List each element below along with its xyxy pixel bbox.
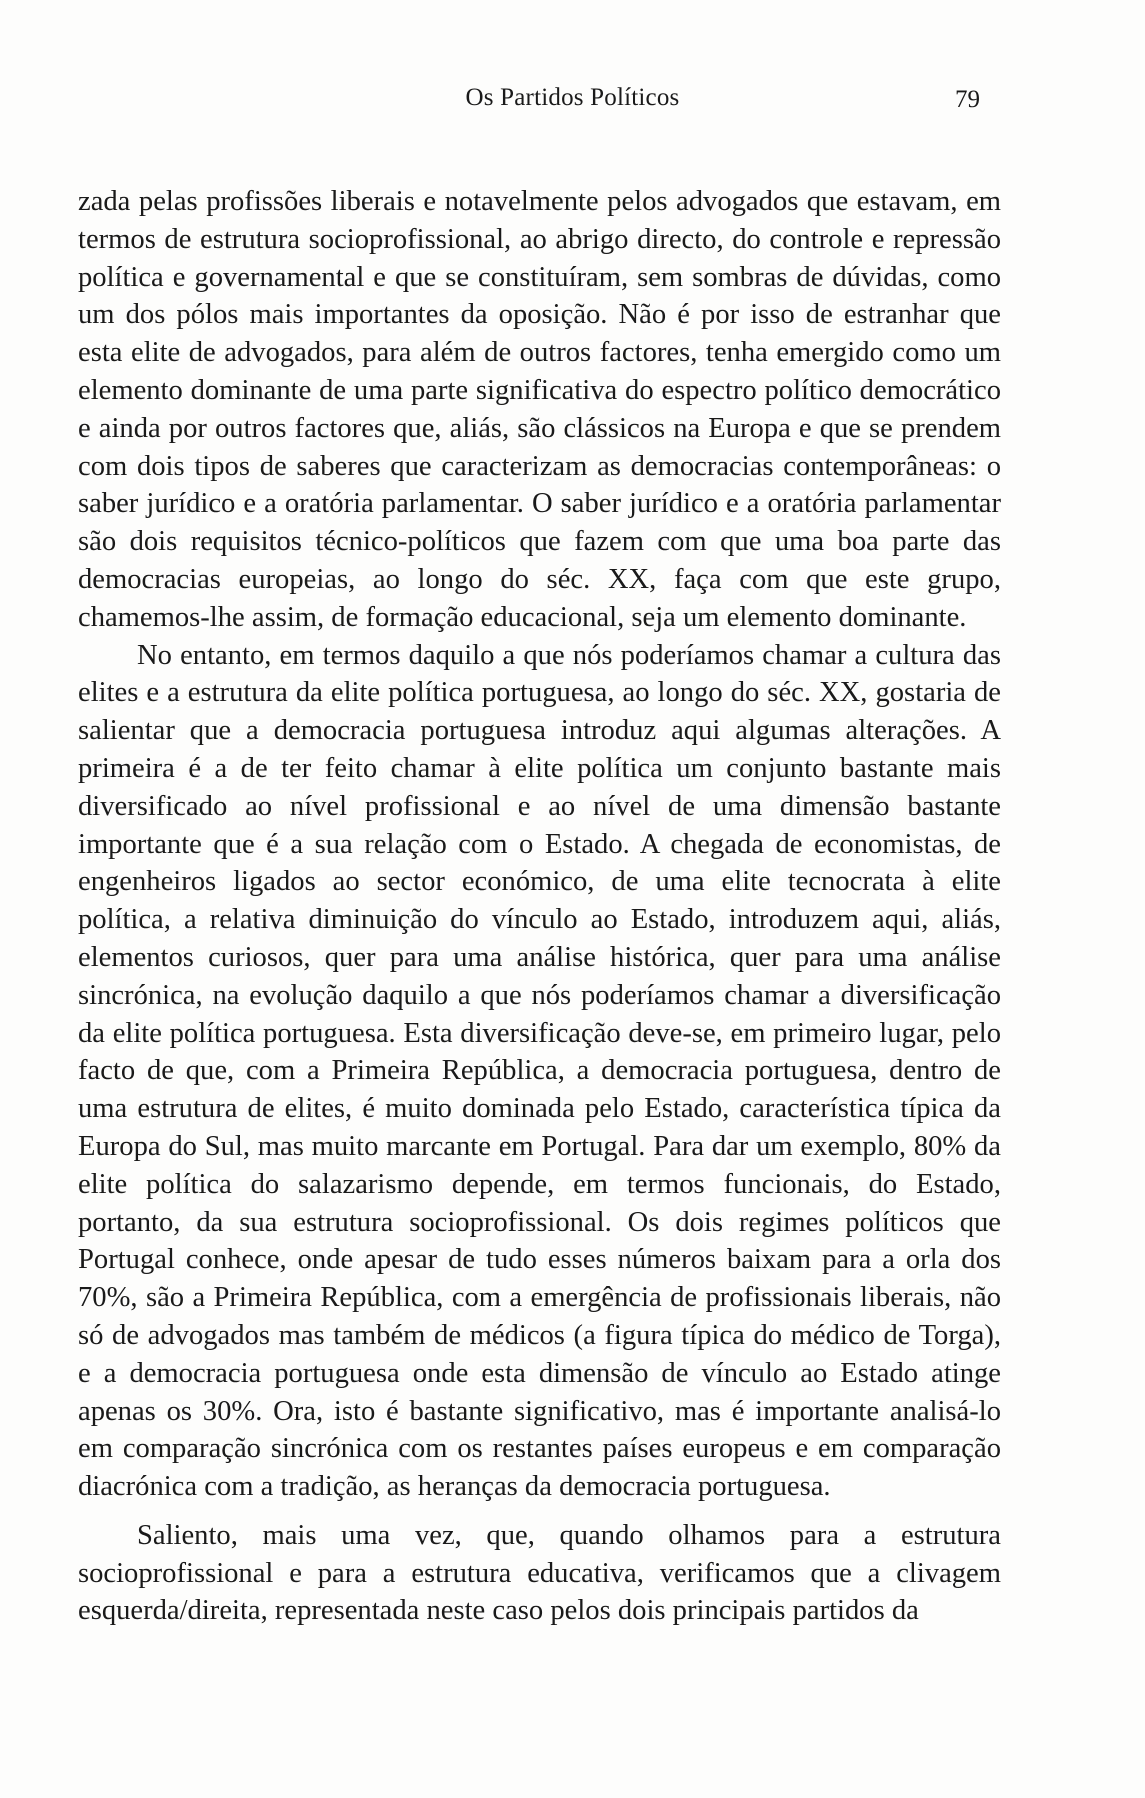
body-text	[78, 183, 1001, 1630]
running-header-title: Os Partidos Políticos	[465, 84, 680, 111]
paragraph-continuation: zada pelas profissões liberais e notavelmente pelos advogados que estavam, em termos de estrutura socioprofissional, ao abrigo directo, do controle e repressão política e governamental e que se constituíram, sem sombras de dúvidas, como um dos pólos mais importantes da oposição. Não é por isso de estranhar que esta elite de advogados, para além de outros factores, tenha emergido como um elemento dominante de uma parte significativa do espectro político democrático e ainda por outros factores que, aliás, são clássicos na Europa e que se prendem com dois tipos de saberes que caracterizam as democracias contemporâneas: o saber jurídico e a oratória parlamentar. O saber jurídico e a oratória parlamentar são dois requisitos técnico-políticos que fazem com que uma boa parte das democracias europeias, ao longo do séc. XX, faça com que este grupo, chamemos-lhe assim, de formação educacional, seja um elemento dominante.	[78, 186, 1001, 633]
page-number: 79	[955, 86, 980, 113]
paragraph: No entanto, em termos daquilo a que nós poderíamos chamar a cultura das elites e a estrutura da elite política portuguesa, ao longo do séc. XX, gostaria de salientar que a democracia portuguesa introduz aqui algumas alterações. A primeira é a de ter feito chamar à elite política um conjunto bastante mais diversificado ao nível profissional e ao nível de uma dimensão bastante importante que é a sua relação com o Estado. A chegada de economistas, de engenheiros ligados ao sector económico, de uma elite tecnocrata à elite política, a relativa diminuição do vínculo ao Estado, introduzem aqui, aliás, elementos curiosos, quer para uma análise histórica, quer para uma análise sincrónica, na evolução daquilo a que nós poderíamos chamar a diversificação da elite política portuguesa. Esta diversificação deve-se, em primeiro lugar, pelo facto de que, com a Primeira República, a democracia portuguesa, dentro de uma estrutura de elites, é muito dominada pelo Estado, característica típica da Europa do Sul, mas muito marcante em Portugal. Para dar um exemplo, 80% da elite política do salazarismo depende, em termos funcionais, do Estado, portanto, da sua estrutura socioprofissional. Os dois regimes políticos que Portugal conhece, onde apesar de tudo esses números baixam para a orla dos 70%, são a Primeira República, com a emergência de profissionais liberais, não só de advogados mas também de médicos (a figura típica do médico de Torga), e a democracia portuguesa onde esta dimensão de vínculo ao Estado atinge apenas os 30%. Ora, isto é bastante significativo, mas é importante analisá-lo em comparação sincrónica com os restantes países europeus e em comparação diacrónica com a tradição, as heranças da democracia portuguesa.	[78, 639, 1001, 1503]
paragraph: Saliento, mais uma vez, que, quando olhamos para a estrutura socioprofissional e para a estrutura educativa, verificamos que a clivagem esquerda/direita, representada neste caso pelos dois principais partidos da	[78, 1519, 1001, 1627]
